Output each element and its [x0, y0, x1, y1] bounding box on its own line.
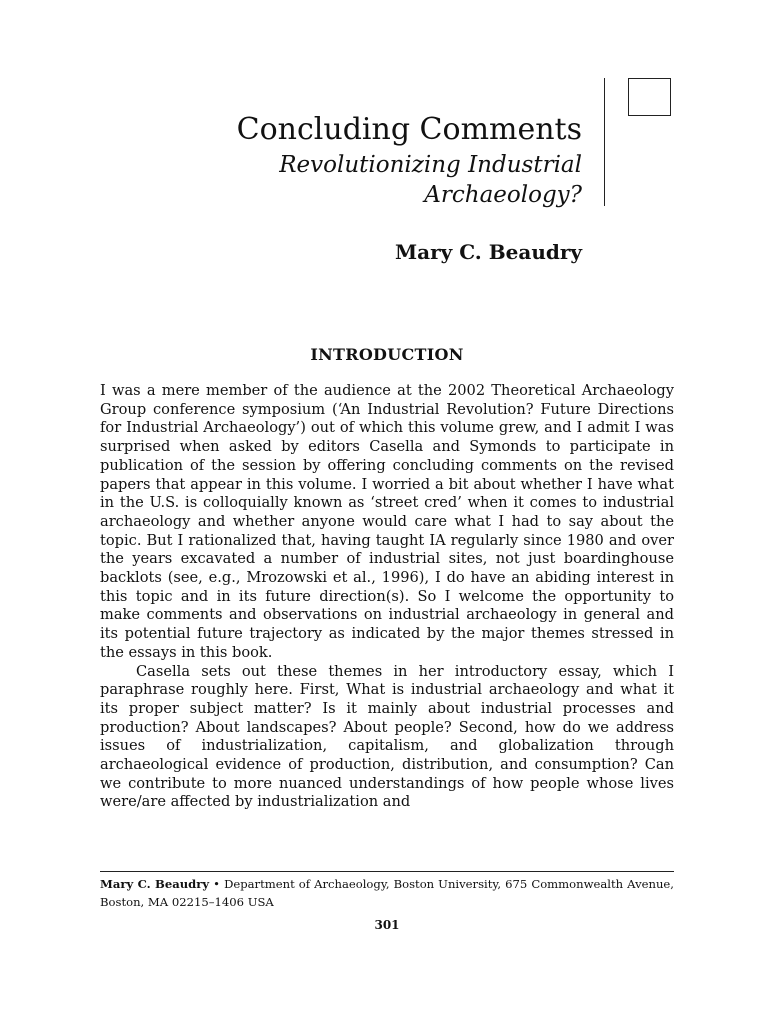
- chapter-subtitle-line-2: Archaeology?: [424, 182, 582, 208]
- body-paragraph: Casella sets out these themes in her introductory essay, which I paraphrase roughly here. First, What is industrial archaeology and what it its proper subject matter? Is it mainly about industrial processes and production? About landscapes? About people? Second, how do we address issues of industrialization, capitalism, and globalization through archaeological evidence of production, distribution, and consumption? Can we contribute to more nuanced understandings of how people whose lives were/are affected by industrialization and: [100, 662, 674, 811]
- page-number: 301: [374, 918, 400, 932]
- chapter-title: Concluding Comments: [236, 112, 582, 147]
- footnote-rule: [100, 871, 674, 872]
- body-paragraph: I was a mere member of the audience at the 2002 Theoretical Archaeology Group conference symposium (‘An Industrial Revolution? Future Directions for Industrial Archaeology’) out of which this volume grew, and I admit I was surprised when asked by editors Casella and Symonds to participate in publication of the session by offering concluding comments on the revised papers that appear in this volume. I worried a bit about whether I have what in the U.S. is colloquially known as ‘street cred’ when it comes to industrial archaeology and whether anyone would care what I had to say about the topic. But I rationalized that, having taught IA regularly since 1980 and over the years excavated a number of industrial sites, not just boardinghouse backlots (see, e.g., Mrozowski et al., 1996), I do have an abiding interest in this topic and in its future direction(s). So I welcome the opportunity to make comments and observations on industrial archaeology in general and its potential future trajectory as indicated by the major themes stressed in the essays in this book.: [100, 382, 674, 661]
- chapter-number-box: [628, 78, 671, 116]
- author-footnote: [100, 875, 674, 911]
- section-heading: INTRODUCTION: [310, 345, 464, 364]
- footnote-affiliation: Department of Archaeology, Boston University, 675 Commonwealth Avenue, Boston, MA 02215–1406 USA: [100, 877, 674, 909]
- chapter-author: Mary C. Beaudry: [395, 240, 582, 264]
- chapter-title-block: [102, 110, 582, 210]
- footnote-author-name: Mary C. Beaudry: [100, 877, 210, 891]
- chapter-subtitle-line-1: Revolutionizing Industrial: [279, 152, 582, 178]
- title-vertical-rule: [604, 78, 605, 206]
- body-text: [100, 382, 674, 812]
- footnote-bullet: •: [209, 877, 225, 891]
